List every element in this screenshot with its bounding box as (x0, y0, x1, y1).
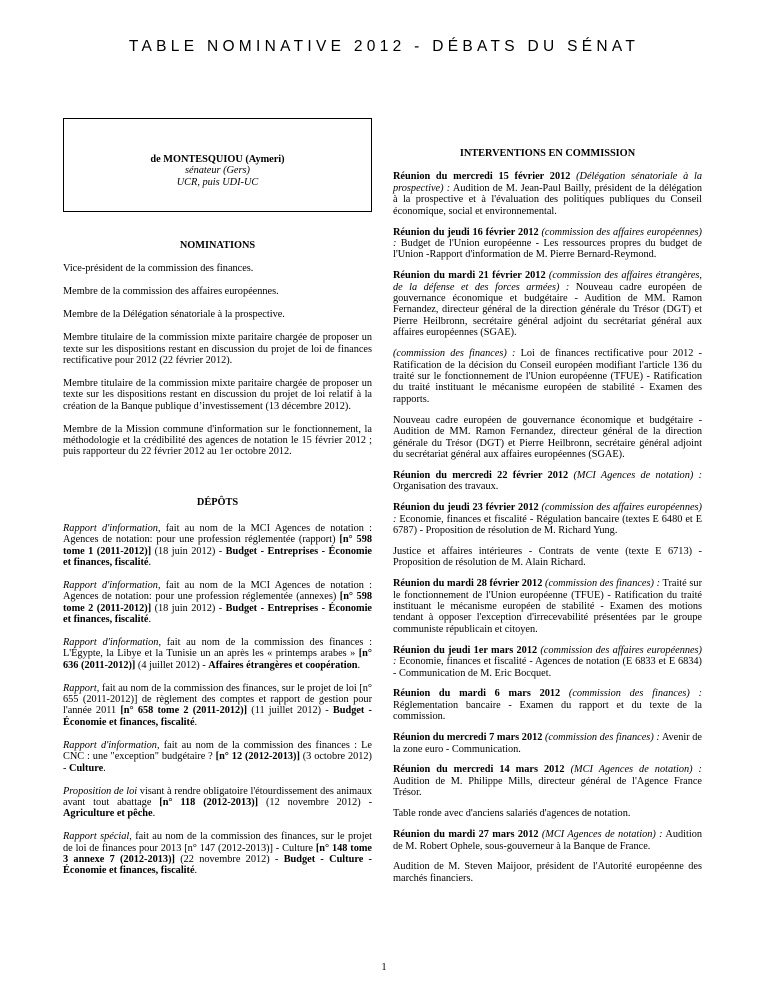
depot-date: (18 juin 2012) - (151, 545, 226, 557)
intervention-body: (commission des finances) : (542, 578, 661, 590)
intervention-meeting: Réunion du mercredi 14 mars 2012 (393, 764, 565, 776)
depot-end: . (148, 614, 152, 626)
depot-themes: Affaires étrangères et coopération (208, 659, 358, 671)
interventions-title: INTERVENTIONS EN COMMISSION (459, 148, 636, 159)
depot-type: Rapport d'information (63, 739, 157, 751)
depot-end: . (357, 659, 361, 671)
depot-end: . (103, 762, 106, 774)
depot-type: Rapport d'information (63, 579, 158, 591)
depot-type: Rapport (63, 682, 97, 694)
intervention-meeting: Réunion du jeudi 16 février 2012 (393, 226, 539, 238)
intervention-text: Economie, finances et fiscalité - Agences de notation (E 6833 et E 6834) - Communication de M. Eric Bocquet. (393, 656, 702, 679)
depot-type: Proposition de loi (63, 785, 138, 797)
depot-ref: [n° 148 tome 3 annexe 7 (2012-2013)] (63, 842, 372, 866)
depot-text: , fait au nom de la MCI Agences de notation : Agences de notation: pour une profession réglementée (rapport) (63, 522, 373, 546)
depot-themes: Budget - Entreprises - Économie et finances, fiscalité (63, 602, 372, 626)
depot-type: Rapport spécial (63, 831, 130, 843)
intervention-item (393, 578, 702, 635)
nomination-item: Membre de la Délégation sénatoriale à la prospective. (63, 309, 285, 321)
senator-name: de MONTESQUIOU (Aymeri) (150, 154, 285, 165)
nomination-item: Vice-président de la commission des finances. (63, 263, 254, 275)
depot-ref: [n° 658 tome 2 (2011-2012)] (120, 705, 248, 717)
intervention-item (393, 227, 702, 261)
senator-role: sénateur (Gers) (185, 165, 250, 177)
intervention-meeting: Réunion du mardi 21 février 2012 (393, 270, 546, 282)
intervention-body: (commission des finances) : (560, 688, 702, 700)
intervention-text: Traité sur le fonctionnement de l'Union européenne (TFUE) - Ratification du traité instituant le mécanisme européen de stabilité - Examen des motions tendant à opposer l'exception d'irrecevabilité présentées par le groupe communiste républicain et citoyen. (393, 578, 703, 635)
depot-text: , fait au nom de la commission des finances : L'Égypte, la Libye et la Tunisie un an après les « printemps arabes » (63, 636, 372, 660)
depot-text: , fait au nom de la commission des finances, sur le projet de loi de finances pour 2013 [n° 147 (2012-2013)] - Culture (63, 831, 372, 854)
nomination-item: Membre de la Mission commune d'information sur le fonctionnement, la méthodologie et la crédibilité des agences de notation le 15 février 2012 ; puis rapporteur du 22 février 2012 au 1er octobre 2012. (63, 423, 372, 458)
intervention-text: Nouveau cadre européen de gouvernance économique et budgétaire - Audition de MM. Ramon Fernandez, directeur général de la direction générale du Trésor (DGT) et Pierre Heilbronn, secrétaire général adjoint du secrétariat général aux affaires européennes (SGAE). (393, 281, 702, 339)
interventions-list (393, 171, 702, 884)
nomination-item: Membre titulaire de la commission mixte paritaire chargée de proposer un texte sur les dispositions restant en discussion du projet de loi de finances rectificative pour 2012 (22 février 2012). (63, 332, 372, 366)
depot-end: . (194, 716, 198, 728)
intervention-text: Réglementation bancaire - Examen du rapport et du texte de la commission. (393, 699, 702, 723)
depots-list (63, 523, 372, 877)
depot-date: (11 juillet 2012) - (247, 705, 333, 717)
depot-text: visant à rendre obligatoire l'étourdissement des animaux avant tout abattage (63, 785, 372, 808)
intervention-text: Budget de l'Union européenne - Les ressources propres du budget de l'Union -Rapport d'information de M. Pierre Bernard-Reymond. (393, 237, 702, 261)
intervention-body: (MCI Agences de notation) : (538, 829, 663, 841)
intervention-body: (MCI Agences de notation) : (568, 469, 702, 481)
depot-item (63, 523, 372, 569)
depot-ref: [n° 12 (2012-2013)] (215, 751, 300, 763)
intervention-text: Avenir de la zone euro - Communication. (393, 732, 702, 755)
intervention-text: Audition de M. Robert Ophele, sous-gouverneur à la Banque de France. (393, 829, 702, 852)
page-header-title: TABLE NOMINATIVE 2012 - DÉBATS DU SÉNAT (128, 38, 640, 55)
depot-date: (18 juin 2012) - (151, 602, 226, 614)
intervention-body: (commission des finances) : (542, 732, 660, 744)
depot-themes: Budget - Économie et finances, fiscalité (63, 705, 372, 728)
depots-title: DÉPÔTS (196, 497, 239, 509)
intervention-item (393, 348, 702, 405)
intervention-meeting: Réunion du mercredi 22 février 2012 (393, 469, 569, 481)
intervention-text: Audition de M. Jean-Paul Bailly, président de la délégation à la prospective et à l'évaluation des politiques publiques du Conseil économique, social et environnemental. (393, 182, 703, 217)
intervention-item (393, 645, 702, 679)
nomination-item: Membre de la commission des affaires européennes. (63, 286, 279, 298)
senator-box (63, 118, 372, 212)
intervention-body: (commission des affaires européennes) : (393, 502, 702, 525)
intervention-item (393, 171, 702, 217)
depot-themes: Budget - Entreprises - Économie et finances, fiscalité (63, 545, 372, 568)
intervention-text: Loi de finances rectificative pour 2012 - Ratification de la décision du Conseil européen modifiant l'article 136 du traité sur le fonctionnement de l'Union européenne (TFUE) - Ratification du traité instituant le mécanisme européen de stabilité - Examen des rapports. (393, 348, 702, 405)
intervention-item (393, 502, 702, 536)
intervention-meeting: Réunion du mercredi 15 février 2012 (393, 171, 571, 183)
depot-item (63, 683, 372, 729)
depot-end: . (152, 808, 156, 820)
depot-type: Rapport d'information (63, 522, 158, 534)
nominations-list (63, 263, 372, 457)
intervention-item (393, 764, 702, 798)
depot-themes: Budget - Culture - Économie et finances, fiscalité (63, 854, 372, 877)
intervention-meeting: Réunion du mardi 6 mars 2012 (393, 688, 561, 700)
intervention-body: (Délégation sénatoriale à la prospective) : (393, 171, 702, 194)
depot-date: (4 juillet 2012) - (135, 659, 209, 671)
intervention-body: (commission des finances) : (393, 348, 516, 360)
depot-ref: [n° 598 tome 2 (2011-2012)] (63, 591, 373, 614)
depot-item (63, 740, 372, 774)
nominations-title: NOMINATIONS (179, 240, 256, 251)
depot-type: Rapport d'information (63, 636, 159, 648)
depot-ref: [n° 118 (2012-2013)] (159, 796, 259, 808)
depot-date: (12 novembre 2012) - (258, 796, 372, 808)
intervention-item (393, 470, 702, 493)
depot-themes: Agriculture et pêche (63, 808, 153, 820)
intervention-item (393, 415, 702, 461)
nomination-item: Membre titulaire de la commission mixte paritaire chargée de proposer un texte sur les dispositions restant en discussion du projet de loi relatif à la création de la Banque publique d’investissement (13 décembre 2012). (63, 377, 372, 412)
intervention-body: (commission des affaires étrangères, de la défense et des forces armées) : (393, 270, 703, 293)
intervention-body: (commission des affaires européennes) : (393, 644, 702, 668)
depot-text: , fait au nom de la commission des finances : Le CNC : une "exception" budgétaire ? (63, 739, 372, 763)
depot-item (63, 786, 372, 820)
depot-item (63, 637, 372, 671)
intervention-meeting: Réunion du mardi 28 février 2012 (393, 578, 543, 590)
intervention-meeting: Réunion du jeudi 23 février 2012 (393, 502, 539, 514)
left-column (63, 118, 372, 888)
intervention-item (393, 546, 702, 569)
depot-date: (22 novembre 2012) - (174, 854, 284, 866)
intervention-item (393, 861, 702, 884)
depot-ref: [n° 598 tome 1 (2011-2012)] (63, 534, 372, 557)
depot-text: , fait au nom de la commission des finances, sur le projet de loi [n° 655 (2011-2012)] de règlement des comptes et rapport de gestion pour l'année 2011 (63, 682, 372, 717)
depot-ref: [n° 636 (2011-2012)] (63, 648, 372, 671)
intervention-item (393, 270, 702, 338)
depot-end: . (194, 865, 198, 877)
intervention-meeting: Réunion du mardi 27 mars 2012 (393, 829, 539, 841)
intervention-text: Nouveau cadre européen de gouvernance économique et budgétaire - Audition de MM. Ramon Fernandez, directeur général de la direction générale du Trésor (DGT) et Pierre Heilbronn, secrétaire général adjoint du secrétariat général aux affaires européennes (SGAE). (393, 414, 702, 460)
intervention-item (393, 732, 702, 755)
intervention-item (393, 829, 702, 852)
intervention-text: Audition de M. Steven Maijoor, président de l'Autorité européenne des marchés financiers. (393, 861, 702, 884)
depot-themes: Culture (69, 762, 104, 774)
depot-item (63, 831, 372, 877)
depot-text: , fait au nom de la MCI Agences de notation : Agences de notation: pour une profession réglementée (annexes) (63, 579, 373, 603)
intervention-meeting: Réunion du jeudi 1er mars 2012 (393, 644, 538, 656)
intervention-body: (commission des affaires européennes) : (393, 226, 702, 249)
intervention-text: Organisation des travaux. (393, 481, 499, 493)
senator-party: UCR, puis UDI-UC (176, 176, 259, 188)
right-column (393, 148, 702, 894)
intervention-text: Table ronde avec d'anciens salariés d'agences de notation. (393, 808, 631, 820)
intervention-item (393, 688, 702, 722)
intervention-text: Audition de M. Philippe Mills, directeur général de l'Agence France Trésor. (393, 775, 702, 799)
depot-item (63, 580, 372, 626)
page-number: 1 (381, 962, 387, 973)
intervention-text: Justice et affaires intérieures - Contrats de vente (texte E 6713) - Proposition de résolution de M. Alain Richard. (393, 545, 702, 569)
intervention-text: Economie, finances et fiscalité - Régulation bancaire (textes E 6480 et E 6787) - Proposition de résolution de M. Richard Yung. (393, 513, 702, 536)
depot-end: . (148, 556, 152, 568)
intervention-item (393, 808, 702, 819)
intervention-meeting: Réunion du mercredi 7 mars 2012 (393, 732, 543, 744)
intervention-body: (MCI Agences de notation) : (564, 764, 702, 776)
depot-date: (3 octobre 2012) - (63, 751, 372, 774)
